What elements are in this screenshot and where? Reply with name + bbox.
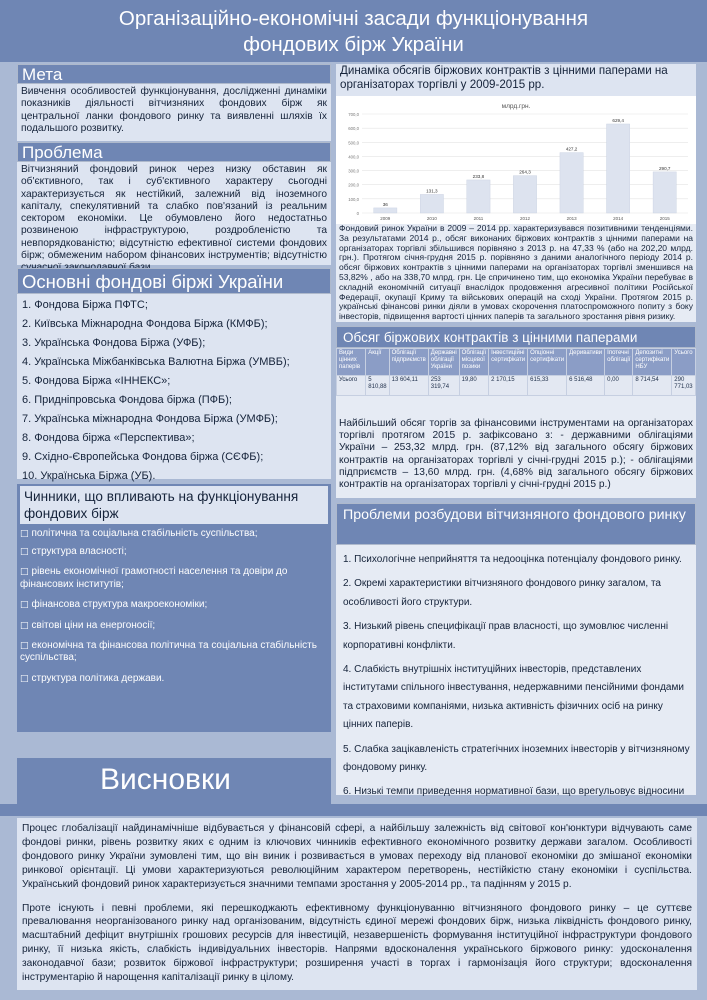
dynamics-chart bbox=[336, 96, 696, 224]
table-cell: 253 319,74 bbox=[428, 376, 459, 396]
factors-heading: Чинники, що впливають на функціонування фондових бірж bbox=[20, 486, 328, 524]
data-label: 233,8 bbox=[472, 173, 485, 179]
table-header: Депозитні сертифікати НБУ bbox=[633, 349, 672, 376]
problems-heading: Проблеми розбудови вітчизняного фондового ринку bbox=[336, 503, 696, 545]
table-header: Деривативи bbox=[567, 349, 605, 376]
factor-text: фінансова структура макроекономіки; bbox=[31, 599, 208, 611]
y-tick-label: 500,0 bbox=[348, 140, 359, 146]
exchanges-heading: Основні фондові біржі України bbox=[17, 268, 331, 294]
y-tick-label: 600,0 bbox=[348, 126, 359, 132]
x-tick-label: 2014 bbox=[613, 216, 624, 221]
volume-table bbox=[336, 348, 696, 396]
bar bbox=[420, 194, 443, 213]
table-header-row bbox=[337, 349, 696, 376]
list-item: 8. Фондова біржа «Перспектива»; bbox=[22, 432, 195, 444]
poster-title bbox=[0, 0, 707, 62]
list-item: 4. Українська Міжбанківська Валютна Біржа (УМВБ); bbox=[22, 356, 290, 368]
list-item: 2. Окремі характеристики вітчизняного фондового ринку загалом, та особливості його структури. bbox=[343, 578, 661, 608]
table-cell: 2 170,15 bbox=[489, 376, 528, 396]
problem-text: Вітчизняний фондовий ринок через низку обставин як об'єктивного, так і суб'єктивного характеру сьогодні характеризується як нестійкий, залежний від іноземного капіталу, спекулятивний та слабко пов'язаний із реальним сектором економіки. Це обумовлено його недостатньо розвиненою інфраструктурою, роздробленістю та невпорядкованістю; відсутністю ефективної системи фондових бірж; обмеженим набором фінансових інструментів; відсутністю bbox=[21, 164, 327, 262]
table-header: Іпотечні облігації bbox=[605, 349, 633, 376]
conclusions-paragraph-2: Проте існують і певні проблеми, які перешкоджають ефективному функціонуванню вітчизняного фондового ринку – це суттєве превалювання неорганізованого ринку над організованим, відсутність єдиної мережі фондових бірж, низька ліквідність фондового ринку, масштабний дефіцит внутрішніх грошових ресурсів для інвестицій, незавершеність формування інституційної інфраструктури фондового ринку, її низька якість, слабкість індивідуальних інвесторів. Напрями вдосконалення українського біржового ринку: удосконалення законодавчої бази; розвиток біржової інфраструктури; розширення участі в торгах і гармонізація його структури; вдосконалення інструментарію й нарощення капіталізації ринку в цілому. bbox=[22, 902, 692, 984]
x-tick-label: 2015 bbox=[659, 216, 670, 221]
table-header: Облігації підприємств bbox=[389, 349, 428, 376]
table-cell: 5 810,88 bbox=[366, 376, 389, 396]
poster-title-line1: Організаційно-економічні засади функціонування bbox=[118, 7, 589, 30]
factor-text: світові ціни на енергоносії; bbox=[31, 619, 156, 631]
list-item bbox=[20, 640, 326, 665]
factor-text: структура політика держави. bbox=[31, 672, 165, 684]
table-cell: Усього bbox=[337, 376, 366, 396]
table-cell: 615,33 bbox=[528, 376, 567, 396]
y-tick-label: 100,0 bbox=[348, 196, 359, 202]
list-item: 2. Київська Міжнародна Фондова Біржа (КМФБ); bbox=[22, 318, 268, 330]
y-tick-label: 400,0 bbox=[348, 154, 359, 160]
list-item: 1. Психологічне неприйняття та недооцінка потенціалу фондового ринку. bbox=[343, 554, 682, 565]
y-tick-label: 300,0 bbox=[348, 168, 359, 174]
volume-text: Найбільший обсяг торгів за фінансовими інструментами на організаторах торгівлі протягом 2015 р. зафіксовано з: - державними облігаціями України – 253,32 млрд. грн. (87,12% від загального обсягу біржових контрактів на організаторах торгівлі у січні-грудні 2015 р.); - облігаціями підприємств – 13,60 млрд. грн. (4,68% від загального обсягу біржових контрактів на організаторах торгівлі у січні-грудні 2015 р.) bbox=[339, 418, 693, 491]
x-tick-label: 2010 bbox=[426, 216, 437, 221]
list-item bbox=[20, 599, 326, 611]
checkbox-icon: □ bbox=[20, 620, 29, 631]
x-tick-label: 2011 bbox=[473, 216, 484, 221]
conclusions-strip bbox=[0, 804, 707, 816]
factor-text: політична та соціальна стабільність суспільства; bbox=[31, 528, 258, 539]
list-item bbox=[20, 673, 326, 685]
bar bbox=[467, 180, 490, 213]
factors-list bbox=[20, 528, 326, 691]
table-header: Опціонні сертифікати bbox=[528, 349, 567, 376]
list-item bbox=[20, 620, 326, 632]
bar bbox=[560, 153, 583, 213]
factor-text: структура власності; bbox=[31, 545, 127, 557]
bar bbox=[607, 124, 630, 213]
list-item: 1. Фондова Біржа ПФТС; bbox=[22, 299, 148, 311]
checkbox-icon: □ bbox=[20, 567, 29, 578]
y-tick-label: 0 bbox=[356, 211, 359, 216]
table-cell: 8 714,54 bbox=[633, 376, 672, 396]
checkbox-icon: □ bbox=[20, 529, 29, 539]
list-item: 6. Придніпровська Фондова біржа (ПФБ); bbox=[22, 394, 232, 406]
list-item bbox=[20, 546, 326, 558]
list-item: 7. Українська міжнародна Фондова Біржа (УМФБ); bbox=[22, 413, 278, 425]
list-item: 5. Фондова Біржа «ІННЕКС»; bbox=[22, 375, 171, 387]
conclusions-section bbox=[17, 818, 697, 990]
list-item: 3. Низький рівень специфікації прав власності, що зумовлює численні корпоративні конфлікти. bbox=[343, 621, 669, 651]
table-header: Акції bbox=[366, 349, 389, 376]
problem-heading: Проблема bbox=[17, 142, 331, 162]
data-label: 36 bbox=[382, 201, 388, 207]
table-header: Інвестиційні сертифікати bbox=[489, 349, 528, 376]
list-item: 10. Українська Біржа (УБ). bbox=[22, 470, 156, 482]
exchanges-list bbox=[22, 296, 328, 486]
y-tick-label: 700,0 bbox=[348, 112, 359, 117]
dynamics-text: Фондовий ринок України в 2009 – 2014 рр. характеризувався позитивними тенденціями. За результатами 2014 р., обсяг виконаних біржових контрактів з цінними паперами на організаторах торгівлі збільшився порівняно з 2013 р. на 47,33 % (або на 202,20 млрд. грн.). Протягом січня-грудня 2015 р. порівняно з даними аналогічного періоду 2014 р. обсяг біржових контрактів з цінними паперами на організаторах торгівлі зменшився на 53,82% , або на 338,70 млрд. грн. Це спричинено тим, що економіка України перебуває в складній економічній ситуації внаслідок продовження агресивної політики Російської Федерації, окупації Криму та військових операцій на сході України. Протягом 2015 р. українські фінансові ринки діяли в умовах скорочення платоспроможного попиту з боку інвесторів, підвищення вартості цінних паперів та загального зростання рівня ризику. bbox=[339, 223, 693, 322]
table-row bbox=[337, 376, 696, 396]
list-item: 9. Східно-Європейська Фондова біржа (СЄФБ); bbox=[22, 451, 264, 463]
table-header: Державні облігації України bbox=[428, 349, 459, 376]
volume-heading: Обсяг біржових контрактів з цінними паперами bbox=[336, 326, 696, 348]
volume-table-wrap bbox=[336, 348, 696, 396]
list-item: 5. Слабка зацікавленість стратегічних іноземних інвесторів у вітчизняному фондовому ринку. bbox=[343, 743, 690, 774]
checkbox-icon: □ bbox=[20, 673, 29, 684]
poster-title-line2: фондових бірж України bbox=[243, 33, 464, 56]
checkbox-icon: □ bbox=[20, 640, 29, 651]
problems-list bbox=[343, 551, 691, 820]
data-label: 290,7 bbox=[658, 165, 671, 171]
factor-text: економічна та фінансова політична та соціальна стабільність суспільства; bbox=[20, 639, 317, 664]
data-label: 427,2 bbox=[565, 146, 578, 152]
table-cell: 290 771,03 bbox=[672, 376, 696, 396]
checkbox-icon: □ bbox=[20, 546, 29, 557]
y-tick-label: 200,0 bbox=[348, 182, 359, 188]
list-item: 4. Слабкість внутрішніх інституційних інвесторів, представлених інститутами спільного інвестування, недержавними пенсійними фондами та страховими компаніями, низька активність фізичних осіб на ринку цінних паперів. bbox=[343, 664, 684, 731]
x-tick-label: 2009 bbox=[380, 216, 391, 221]
list-item bbox=[20, 528, 326, 540]
table-header: Види цінних паперів bbox=[337, 349, 366, 376]
data-label: 264,3 bbox=[519, 169, 531, 175]
list-item bbox=[20, 566, 326, 591]
x-tick-label: 2012 bbox=[519, 216, 531, 221]
list-item: 6. Низькі темпи приведення нормативної бази, що врегульовує відносини bbox=[343, 786, 685, 798]
table-cell: 0,00 bbox=[605, 376, 633, 396]
conclusions-paragraph-1: Процес глобалізації найдинамічніше відбувається у фінансовій сфері, а найбільшу залежність від світової кон'юнктури відчувають саме фондові ринки, рівень розвитку яких є одним із ключових чинників ефективного економічного розвитку держави загалом. Особливості фондового ринку України зумовлені тим, що він виник і розвивається в умовах переходу від планової економіки до змішаної економіки ринкової орієнтації. Ці умови характеризуються революційним характером перетворень, нестійкістю стану економіки і суспільства. Український фондовий ринок характеризується значними темпами зростання у 2005-2014 рр., та падінням у 2015 р. bbox=[22, 823, 692, 890]
table-header: Облігації місцевої позики bbox=[459, 349, 489, 376]
factor-text: рівень економічної грамотності населення та довіри до фінансових інститутів; bbox=[20, 566, 288, 590]
goal-text: Вивчення особливостей функціонування, дослідженні динаміки показників діяльності вітчизняних фондових бірж як центральної ланки фондового ринку та виявленні шляхів їх подальшого розвитку. bbox=[21, 86, 327, 134]
list-item: 3. Українська Фондова Біржа (УФБ); bbox=[22, 337, 206, 349]
table-header: Усього bbox=[672, 349, 696, 376]
bar bbox=[513, 176, 536, 213]
x-tick-label: 2013 bbox=[566, 216, 577, 221]
data-label: 629,4 bbox=[612, 117, 624, 123]
chart-title: млрд.грн. bbox=[501, 103, 531, 110]
dynamics-heading: Динаміка обсягів біржових контрактів з цінними паперами на організаторах торгівлі у 2009-2015 рр. bbox=[336, 64, 696, 96]
conclusions-heading: Висновки bbox=[100, 763, 231, 796]
bar bbox=[374, 208, 397, 213]
checkbox-icon: □ bbox=[20, 600, 29, 611]
table-cell: 13 604,11 bbox=[389, 376, 428, 396]
data-label: 131,3 bbox=[426, 188, 438, 194]
table-cell: 19,80 bbox=[459, 376, 489, 396]
goal-heading: Мета bbox=[17, 64, 331, 84]
table-cell: 6 516,48 bbox=[567, 376, 605, 396]
bar bbox=[653, 172, 676, 213]
